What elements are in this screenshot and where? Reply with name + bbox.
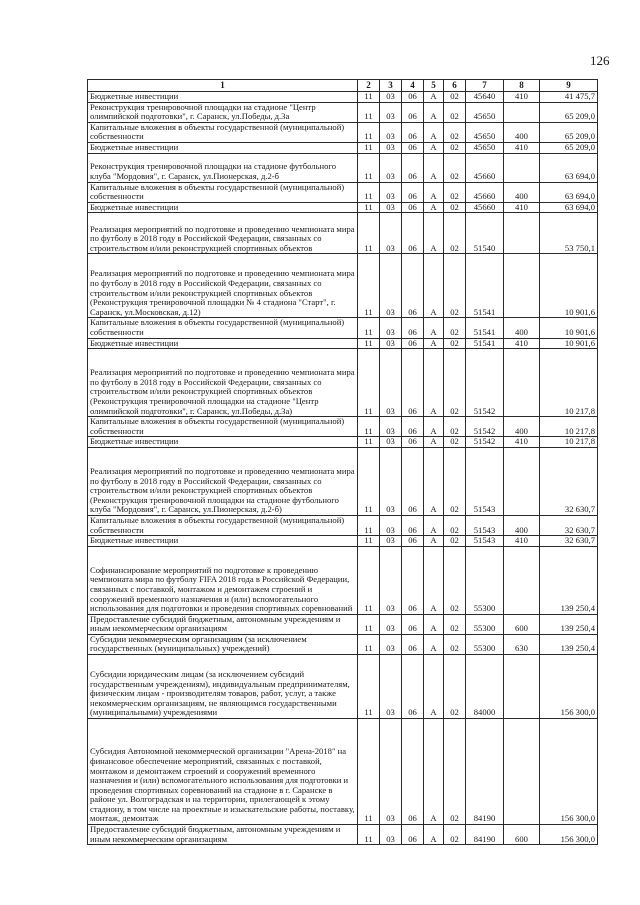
- cell-description: Капитальные вложения в объекты государственной (муниципальной) собственности: [88, 318, 358, 338]
- cell-code-4: А: [424, 437, 444, 448]
- cell-target-article: 84190: [466, 719, 504, 825]
- cell-code-2: 03: [380, 349, 402, 417]
- cell-code-2: 03: [380, 182, 402, 202]
- cell-code-1: 11: [358, 338, 380, 349]
- cell-target-article: 45650: [466, 142, 504, 153]
- cell-expense-type: 400: [504, 515, 540, 535]
- cell-description: Реконструкция тренировочной площадки на стадионе "Центр олимпийской подготовки", г. Саранск, ул.Победы, д.3а: [88, 102, 358, 122]
- cell-code-4: А: [424, 536, 444, 547]
- cell-code-4: А: [424, 546, 444, 614]
- cell-code-3: 06: [402, 142, 424, 153]
- cell-amount: 156 300,0: [540, 719, 598, 825]
- cell-code-3: 06: [402, 338, 424, 349]
- cell-code-2: 03: [380, 417, 402, 437]
- cell-description: Предоставление субсидий бюджетным, автономным учреждениям и иным некоммерческим организациям: [88, 825, 358, 845]
- cell-description: Софинансирование мероприятий по подготовке к проведению чемпионата мира по футболу FIFA 2018 года в Российской Федерации, связанных с поставкой, монтажом и демонтажем строений и сооружений временного назначения и (или) вспомогательного использования для подготовки и проведения спортивных соревнований: [88, 546, 358, 614]
- table-row: [88, 634, 598, 654]
- cell-target-article: 51541: [466, 318, 504, 338]
- cell-amount: 10 901,6: [540, 254, 598, 318]
- cell-amount: 10 217,8: [540, 349, 598, 417]
- cell-amount: 65 209,0: [540, 102, 598, 122]
- cell-expense-type: [504, 213, 540, 254]
- table-row: [88, 202, 598, 213]
- cell-code-3: 06: [402, 437, 424, 448]
- cell-code-5: 02: [444, 447, 466, 515]
- cell-code-5: 02: [444, 318, 466, 338]
- cell-code-5: 02: [444, 546, 466, 614]
- table-body: [88, 92, 598, 845]
- cell-code-5: 02: [444, 719, 466, 825]
- cell-code-3: 06: [402, 92, 424, 103]
- cell-target-article: 51543: [466, 447, 504, 515]
- cell-code-4: А: [424, 182, 444, 202]
- cell-description: Субсидии юридическим лицам (за исключением субсидий государственным учреждениям), индивидуальным предпринимателям, физическим лицам - производителям товаров, работ, услуг, а также некоммерческим организациям, не являющимся государственными (муниципальными) учреждениями: [88, 655, 358, 719]
- table-row: [88, 825, 598, 845]
- cell-code-1: 11: [358, 719, 380, 825]
- table-row: [88, 417, 598, 437]
- cell-code-5: 02: [444, 102, 466, 122]
- cell-expense-type: 410: [504, 202, 540, 213]
- cell-code-3: 06: [402, 825, 424, 845]
- cell-description: Бюджетные инвестиции: [88, 202, 358, 213]
- cell-code-1: 11: [358, 182, 380, 202]
- cell-code-3: 06: [402, 202, 424, 213]
- cell-amount: 63 694,0: [540, 153, 598, 182]
- cell-code-5: 02: [444, 254, 466, 318]
- cell-code-3: 06: [402, 719, 424, 825]
- cell-code-5: 02: [444, 515, 466, 535]
- cell-code-4: А: [424, 153, 444, 182]
- table-row: [88, 254, 598, 318]
- cell-target-article: 45640: [466, 92, 504, 103]
- cell-code-2: 03: [380, 122, 402, 142]
- cell-code-5: 02: [444, 182, 466, 202]
- cell-code-5: 02: [444, 614, 466, 634]
- cell-code-1: 11: [358, 536, 380, 547]
- cell-code-5: 02: [444, 122, 466, 142]
- cell-code-2: 03: [380, 153, 402, 182]
- cell-code-5: 02: [444, 417, 466, 437]
- cell-target-article: 84000: [466, 655, 504, 719]
- table-row: [88, 153, 598, 182]
- cell-code-5: 02: [444, 213, 466, 254]
- table-row: [88, 349, 598, 417]
- cell-code-4: А: [424, 318, 444, 338]
- cell-amount: 156 300,0: [540, 655, 598, 719]
- cell-amount: 32 630,7: [540, 515, 598, 535]
- cell-code-1: 11: [358, 515, 380, 535]
- cell-code-3: 06: [402, 254, 424, 318]
- cell-target-article: 55300: [466, 634, 504, 654]
- table-row: [88, 182, 598, 202]
- cell-code-1: 11: [358, 546, 380, 614]
- cell-code-4: А: [424, 614, 444, 634]
- cell-code-1: 11: [358, 825, 380, 845]
- cell-code-1: 11: [358, 153, 380, 182]
- cell-description: Капитальные вложения в объекты государственной (муниципальной) собственности: [88, 417, 358, 437]
- cell-target-article: 84190: [466, 825, 504, 845]
- cell-amount: 63 694,0: [540, 182, 598, 202]
- cell-amount: 139 250,4: [540, 546, 598, 614]
- table-row: [88, 213, 598, 254]
- cell-description: Субсидии некоммерческим организациям (за исключением государственных (муниципальных) учреждений): [88, 634, 358, 654]
- cell-description: Бюджетные инвестиции: [88, 536, 358, 547]
- table-row: [88, 92, 598, 103]
- cell-code-5: 02: [444, 825, 466, 845]
- table-row: [88, 546, 598, 614]
- cell-code-5: 02: [444, 92, 466, 103]
- cell-target-article: 45650: [466, 122, 504, 142]
- cell-code-4: А: [424, 825, 444, 845]
- cell-code-5: 02: [444, 634, 466, 654]
- cell-code-5: 02: [444, 153, 466, 182]
- cell-code-2: 03: [380, 437, 402, 448]
- header-cell: 9: [540, 80, 598, 92]
- table-row: [88, 719, 598, 825]
- cell-expense-type: 400: [504, 182, 540, 202]
- cell-code-4: А: [424, 515, 444, 535]
- header-cell: 5: [424, 80, 444, 92]
- cell-code-2: 03: [380, 202, 402, 213]
- table-header-row: [88, 80, 598, 92]
- header-cell: 7: [466, 80, 504, 92]
- header-cell: 2: [358, 80, 380, 92]
- cell-expense-type: 410: [504, 92, 540, 103]
- cell-expense-type: [504, 254, 540, 318]
- cell-description: Реализация мероприятий по подготовке и проведению чемпионата мира по футболу в 2018 году в Российской Федерации, связанных со строительством и/или реконструкцией спортивных объектов (Реконструкция тренировочной площадки № 4 стадиона "Старт", г. Саранск, ул.Московская, д.12): [88, 254, 358, 318]
- cell-code-2: 03: [380, 719, 402, 825]
- cell-code-5: 02: [444, 202, 466, 213]
- cell-expense-type: 410: [504, 338, 540, 349]
- cell-code-4: А: [424, 142, 444, 153]
- cell-target-article: 45660: [466, 153, 504, 182]
- cell-code-3: 06: [402, 153, 424, 182]
- cell-code-5: 02: [444, 349, 466, 417]
- cell-code-2: 03: [380, 536, 402, 547]
- table-row: [88, 655, 598, 719]
- header-cell: 8: [504, 80, 540, 92]
- table-row: [88, 447, 598, 515]
- cell-expense-type: [504, 153, 540, 182]
- header-cell: 1: [88, 80, 358, 92]
- cell-code-2: 03: [380, 92, 402, 103]
- table-row: [88, 102, 598, 122]
- cell-code-3: 06: [402, 515, 424, 535]
- cell-code-4: А: [424, 447, 444, 515]
- cell-code-3: 06: [402, 182, 424, 202]
- cell-code-4: А: [424, 417, 444, 437]
- header-cell: 3: [380, 80, 402, 92]
- cell-expense-type: 410: [504, 536, 540, 547]
- table-row: [88, 437, 598, 448]
- table-row: [88, 338, 598, 349]
- cell-code-1: 11: [358, 142, 380, 153]
- budget-table: [87, 79, 598, 845]
- cell-code-2: 03: [380, 825, 402, 845]
- cell-amount: 10 217,8: [540, 417, 598, 437]
- cell-code-2: 03: [380, 338, 402, 349]
- table-row: [88, 142, 598, 153]
- cell-code-1: 11: [358, 202, 380, 213]
- cell-expense-type: 600: [504, 614, 540, 634]
- cell-code-1: 11: [358, 655, 380, 719]
- cell-code-4: А: [424, 338, 444, 349]
- cell-amount: 10 217,8: [540, 437, 598, 448]
- table-row: [88, 515, 598, 535]
- cell-description: Капитальные вложения в объекты государственной (муниципальной) собственности: [88, 515, 358, 535]
- cell-code-5: 02: [444, 437, 466, 448]
- cell-amount: 63 694,0: [540, 202, 598, 213]
- cell-code-1: 11: [358, 102, 380, 122]
- table-row: [88, 614, 598, 634]
- cell-code-2: 03: [380, 546, 402, 614]
- cell-code-1: 11: [358, 417, 380, 437]
- cell-amount: 156 300,0: [540, 825, 598, 845]
- table-row: [88, 536, 598, 547]
- cell-code-5: 02: [444, 536, 466, 547]
- cell-description: Предоставление субсидий бюджетным, автономным учреждениям и иным некоммерческим организациям: [88, 614, 358, 634]
- cell-code-2: 03: [380, 614, 402, 634]
- cell-code-3: 06: [402, 213, 424, 254]
- cell-code-3: 06: [402, 102, 424, 122]
- cell-amount: 32 630,7: [540, 447, 598, 515]
- cell-code-3: 06: [402, 349, 424, 417]
- cell-expense-type: 400: [504, 417, 540, 437]
- cell-code-1: 11: [358, 92, 380, 103]
- cell-expense-type: [504, 349, 540, 417]
- cell-code-2: 03: [380, 318, 402, 338]
- cell-expense-type: 400: [504, 122, 540, 142]
- cell-code-3: 06: [402, 655, 424, 719]
- cell-target-article: 45660: [466, 182, 504, 202]
- cell-code-3: 06: [402, 447, 424, 515]
- cell-code-1: 11: [358, 634, 380, 654]
- cell-target-article: 51541: [466, 254, 504, 318]
- cell-target-article: 51543: [466, 536, 504, 547]
- cell-target-article: 45650: [466, 102, 504, 122]
- cell-expense-type: [504, 655, 540, 719]
- cell-amount: 139 250,4: [540, 634, 598, 654]
- cell-amount: 32 630,7: [540, 536, 598, 547]
- cell-expense-type: 630: [504, 634, 540, 654]
- table-row: [88, 122, 598, 142]
- cell-amount: 53 750,1: [540, 213, 598, 254]
- cell-code-1: 11: [358, 213, 380, 254]
- cell-target-article: 55300: [466, 546, 504, 614]
- cell-expense-type: [504, 719, 540, 825]
- cell-target-article: 51543: [466, 515, 504, 535]
- cell-description: Бюджетные инвестиции: [88, 142, 358, 153]
- cell-code-3: 06: [402, 614, 424, 634]
- cell-amount: 65 209,0: [540, 142, 598, 153]
- cell-code-1: 11: [358, 349, 380, 417]
- cell-amount: 41 475,7: [540, 92, 598, 103]
- cell-code-3: 06: [402, 634, 424, 654]
- cell-code-3: 06: [402, 417, 424, 437]
- cell-code-2: 03: [380, 142, 402, 153]
- cell-code-2: 03: [380, 655, 402, 719]
- cell-expense-type: [504, 102, 540, 122]
- cell-code-5: 02: [444, 655, 466, 719]
- cell-code-2: 03: [380, 254, 402, 318]
- header-cell: 4: [402, 80, 424, 92]
- cell-description: Реализация мероприятий по подготовке и проведению чемпионата мира по футболу в 2018 году в Российской Федерации, связанных со строительством и/или реконструкцией спортивных объектов (Реконструкция тренировочной площадки на стадионе футбольного клуба "Мордовия", г. Саранск, ул.Пионерская, д.2-б): [88, 447, 358, 515]
- cell-code-4: А: [424, 122, 444, 142]
- cell-description: Реализация мероприятий по подготовке и проведению чемпионата мира по футболу в 2018 году в Российской Федерации, связанных со строительством и/или реконструкцией спортивных объектов: [88, 213, 358, 254]
- cell-target-article: 51542: [466, 349, 504, 417]
- cell-code-4: А: [424, 254, 444, 318]
- cell-expense-type: [504, 447, 540, 515]
- cell-code-2: 03: [380, 213, 402, 254]
- cell-description: Бюджетные инвестиции: [88, 338, 358, 349]
- cell-code-1: 11: [358, 447, 380, 515]
- cell-code-4: А: [424, 102, 444, 122]
- cell-target-article: 51541: [466, 338, 504, 349]
- cell-target-article: 51542: [466, 437, 504, 448]
- cell-code-2: 03: [380, 634, 402, 654]
- cell-description: Реконструкция тренировочной площадки на стадионе футбольного клуба "Мордовия", г. Саранск, ул.Пионерская, д.2-б: [88, 153, 358, 182]
- cell-description: Капитальные вложения в объекты государственной (муниципальной) собственности: [88, 122, 358, 142]
- cell-code-2: 03: [380, 515, 402, 535]
- cell-code-3: 06: [402, 318, 424, 338]
- cell-description: Бюджетные инвестиции: [88, 437, 358, 448]
- table-row: [88, 318, 598, 338]
- cell-code-3: 06: [402, 546, 424, 614]
- cell-code-4: А: [424, 634, 444, 654]
- cell-expense-type: [504, 546, 540, 614]
- cell-target-article: 55300: [466, 614, 504, 634]
- cell-description: Бюджетные инвестиции: [88, 92, 358, 103]
- cell-target-article: 45660: [466, 202, 504, 213]
- cell-code-4: А: [424, 213, 444, 254]
- cell-description: Реализация мероприятий по подготовке и проведению чемпионата мира по футболу в 2018 году в Российской Федерации, связанных со строительством и/или реконструкцией спортивных объектов (Реконструкция тренировочной площадки на стадионе "Центр олимпийской подготовки", г. Саранск, ул.Победы, д.3а): [88, 349, 358, 417]
- cell-amount: 10 901,6: [540, 318, 598, 338]
- cell-code-4: А: [424, 92, 444, 103]
- cell-expense-type: 600: [504, 825, 540, 845]
- cell-code-5: 02: [444, 142, 466, 153]
- cell-code-2: 03: [380, 102, 402, 122]
- cell-code-1: 11: [358, 437, 380, 448]
- header-cell: 6: [444, 80, 466, 92]
- cell-code-3: 06: [402, 536, 424, 547]
- cell-code-1: 11: [358, 614, 380, 634]
- cell-amount: 139 250,4: [540, 614, 598, 634]
- cell-expense-type: 410: [504, 142, 540, 153]
- cell-code-1: 11: [358, 122, 380, 142]
- cell-description: Субсидия Автономной некоммерческой организации "Арена-2018" на финансовое обеспечение мероприятий, связанных с поставкой, монтажом и демонтажем строений и сооружений временного назначения и (или) вспомогательного использования для подготовки и проведения спортивных соревнований на стадионе в г. Саранске в районе ул. Волгоградская и на территории, прилегающей к этому стадиону, в том числе на проектные и изыскательские работы, поставку, монтаж, демонтаж: [88, 719, 358, 825]
- cell-code-4: А: [424, 349, 444, 417]
- cell-code-5: 02: [444, 338, 466, 349]
- cell-code-1: 11: [358, 254, 380, 318]
- cell-code-4: А: [424, 655, 444, 719]
- cell-description: Капитальные вложения в объекты государственной (муниципальной) собственности: [88, 182, 358, 202]
- cell-target-article: 51542: [466, 417, 504, 437]
- cell-code-4: А: [424, 202, 444, 213]
- cell-code-2: 03: [380, 447, 402, 515]
- cell-amount: 65 209,0: [540, 122, 598, 142]
- cell-code-1: 11: [358, 318, 380, 338]
- page-number: 126: [590, 53, 610, 68]
- cell-target-article: 51540: [466, 213, 504, 254]
- cell-expense-type: 410: [504, 437, 540, 448]
- cell-code-3: 06: [402, 122, 424, 142]
- cell-amount: 10 901,6: [540, 338, 598, 349]
- cell-code-4: А: [424, 719, 444, 825]
- cell-expense-type: 400: [504, 318, 540, 338]
